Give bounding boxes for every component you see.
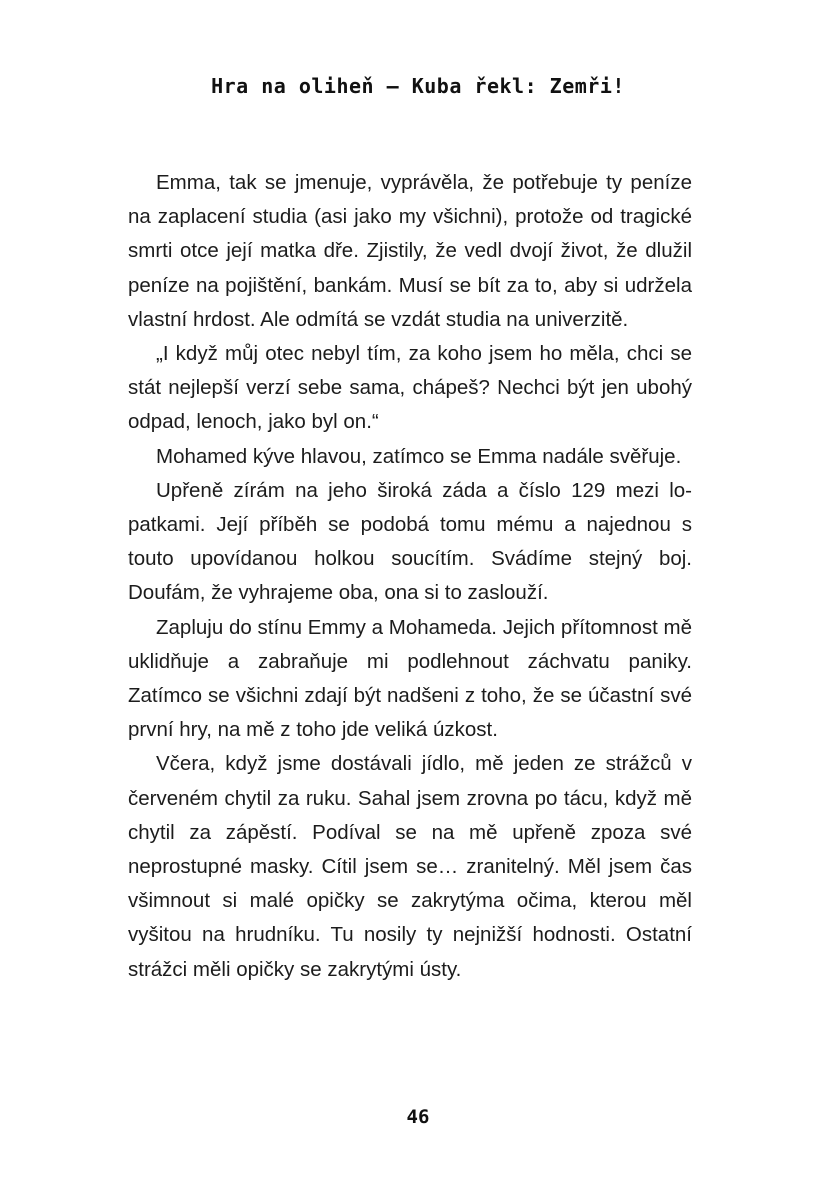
body-text — [128, 166, 692, 987]
running-head-title: Hra na oliheň – Kuba řekl: Zemři! — [211, 74, 625, 98]
paragraph-5: Zapluju do stínu Emmy a Mohameda. Jejich přítomnost mě uklidňuje a zabraňuje mi podlehnout záchvatu paniky. Zatímco se všichni zdají být nadšeni z toho, že se účastní své první hry, na mě z toho jde veliká úzkost. — [128, 615, 692, 742]
paragraph-6: Včera, když jsme dostávali jídlo, mě jeden ze strážců v červeném chytil za ruku. Sahal jsem zrovna po tácu, když mě chytil za zápěstí. Podíval se na mě upřeně zpoza své neprostupné masky. Cítil jsem se… zranitelný. Měl jsem čas všimnout si malé opičky se zakrytýma očima, kterou měl vyšitou na hrudníku. Tu nosily ty nejnižší hodnosti. Ostatní strážci měli opičky se zakrytými ústy. — [128, 752, 692, 981]
paragraph-3: Mohamed kýve hlavou, zatímco se Emma nadále svěřuje. — [156, 444, 682, 468]
paragraph-2: „I když můj otec nebyl tím, za koho jsem ho měla, chci se stát nejlepší verzí sebe sama, chápeš? Nechci být jen ubohý odpad, lenoch, jako byl on.“ — [128, 342, 692, 434]
paragraph-1: Emma, tak se jmenuje, vyprávěla, že potřebuje ty peníze na zaplacení studia (asi jako my všichni), protože od tragické smrti otce její matka dře. Zjistily, že vedl dvojí život, že dlužil peníze na pojištění, bankám. Musí se bít za to, aby si udržela vlastní hrdost. Ale odmítá se vzdát studia na univerzitě. — [128, 171, 692, 331]
page-number: 46 — [406, 1106, 430, 1128]
paragraph-4: Upřeně zírám na jeho široká záda a číslo 129 mezi lopatkami. Její příběh se podobá tomu mému a najednou s touto upovídanou holkou soucítím. Svádíme stejný boj. Doufám, že vyhrajeme oba, ona si to zaslouží. — [128, 478, 692, 605]
